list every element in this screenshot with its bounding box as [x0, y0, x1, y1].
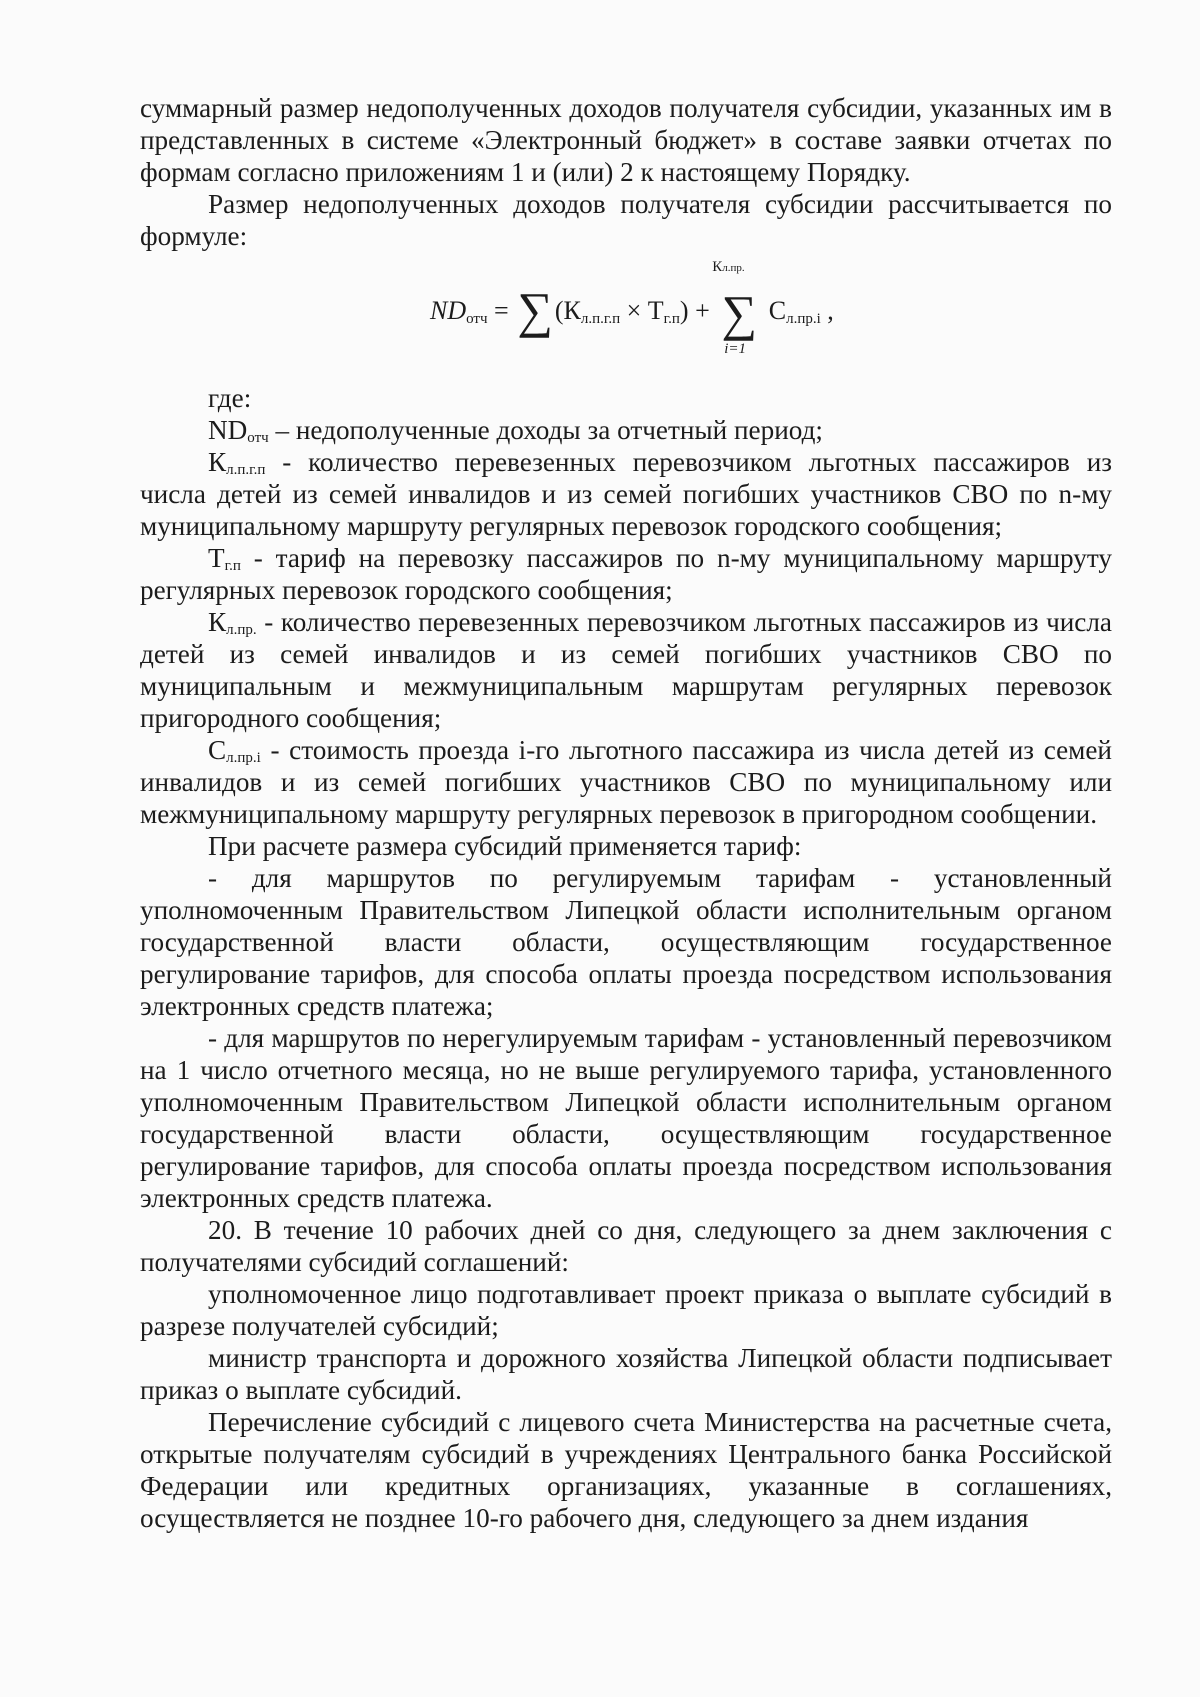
- formula-times: × Т: [620, 296, 664, 325]
- definition-k-city: $К_{л.п.г.п}$ - количество перевезенных перевозчиком льготных пассажиров из числа детей из семей инвалидов и из семей погибших участников СВО по n-му муниципальному маршруту регулярных перевозок городского сообщения;: [140, 447, 1112, 541]
- formula-equals: =: [487, 296, 516, 325]
- formula-c-subscript: л.пр.i: [786, 311, 821, 327]
- formula-sum1-close: ) +: [679, 296, 717, 325]
- tariff-intro: При расчете размера субсидий применяется тариф:: [208, 831, 802, 861]
- tariff-unregulated: - для маршрутов по нерегулируемым тарифам - установленный перевозчиком на 1 число отчетного месяца, но не выше регулируемого тарифа, установленного уполномоченным Правительством Липецкой области исполнительным органом государственной власти области, осуществляющим государственное регулирование тарифов, для способа оплаты проезда посредством использования электронных средств платежа.: [140, 1023, 1112, 1213]
- paragraph-transfer: Перечисление субсидий с лицевого счета Министерства на расчетные счета, открытые получателям субсидий в учреждениях Центрального банка Российской Федерации или кредитных организациях, указанные в соглашениях, осуществляется не позднее 10-го рабочего дня, следующего за днем издания: [140, 1407, 1112, 1533]
- formula-k-subscript: л.п.г.п: [580, 311, 621, 327]
- formula-c: С: [768, 296, 787, 325]
- sum2-lower-limit: i=1: [724, 340, 747, 357]
- formula-lhs: ND: [430, 296, 467, 325]
- paragraph-20-sign: министр транспорта и дорожного хозяйства Липецкой области подписывает приказ о выплате субсидий.: [140, 1343, 1112, 1405]
- paragraph-20-draft: уполномоченное лицо подготавливает проект приказа о выплате субсидий в разрезе получателей субсидий;: [140, 1279, 1112, 1341]
- sum-symbol: ∑: [517, 282, 553, 338]
- formula-block: [140, 256, 1112, 380]
- paragraph-formula-intro: Размер недополученных доходов получателя субсидии рассчитывается по формуле:: [140, 189, 1112, 251]
- formula-t-subscript: г.п: [663, 311, 680, 327]
- sum-symbol-2: ∑: [721, 284, 758, 341]
- sum2: [712, 258, 762, 357]
- sum2-upper-limit: Кл.пр.: [712, 258, 745, 275]
- formula-lhs-subscript: отч: [466, 311, 488, 327]
- definition-tariff: $Т_{г.п}$ - тариф на перевозку пассажиров по n-му муниципальному маршруту регулярных перевозок городского сообщения;: [140, 543, 1112, 605]
- formula-sum1-open: (К: [554, 296, 581, 325]
- definition-k-suburban: $К_{л.пр.}$ - количество перевезенных перевозчиком льготных пассажиров из числа детей из семей инвалидов и из семей погибших участников СВО по муниципальным и межмуниципальным маршрутам регулярных перевозок пригородного сообщения;: [140, 607, 1112, 733]
- document-text: [140, 92, 1112, 1534]
- paragraph-20: 20. В течение 10 рабочих дней со дня, следующего за днем заключения с получателями субсидий соглашений:: [140, 1215, 1112, 1277]
- paragraph-total-income: суммарный размер недополученных доходов получателя субсидии, указанных им в представленных в системе «Электронный бюджет» в составе заявки отчетах по формам согласно приложениям 1 и (или) 2 к настоящему Порядку.: [140, 93, 1112, 187]
- formula-tail: ,: [820, 296, 834, 325]
- tariff-regulated: - для маршрутов по регулируемым тарифам - установленный уполномоченным Правительством Липецкой области исполнительным органом государственной власти области, осуществляющим государственное регулирование тарифов, для способа оплаты проезда посредством использования электронных средств платежа;: [140, 863, 1112, 1021]
- definition-cost: $С_{л.пр.i}$ - стоимость проезда i-го льготного пассажира из числа детей из семей инвалидов и из семей погибших участников СВО по муниципальному или межмуниципальному маршруту регулярных перевозок в пригородном сообщении.: [140, 735, 1112, 829]
- where-label: где:: [208, 383, 252, 413]
- definition-nd: $ND_{отч}$ – недополученные доходы за отчетный период;: [208, 415, 823, 446]
- formula: [430, 258, 834, 357]
